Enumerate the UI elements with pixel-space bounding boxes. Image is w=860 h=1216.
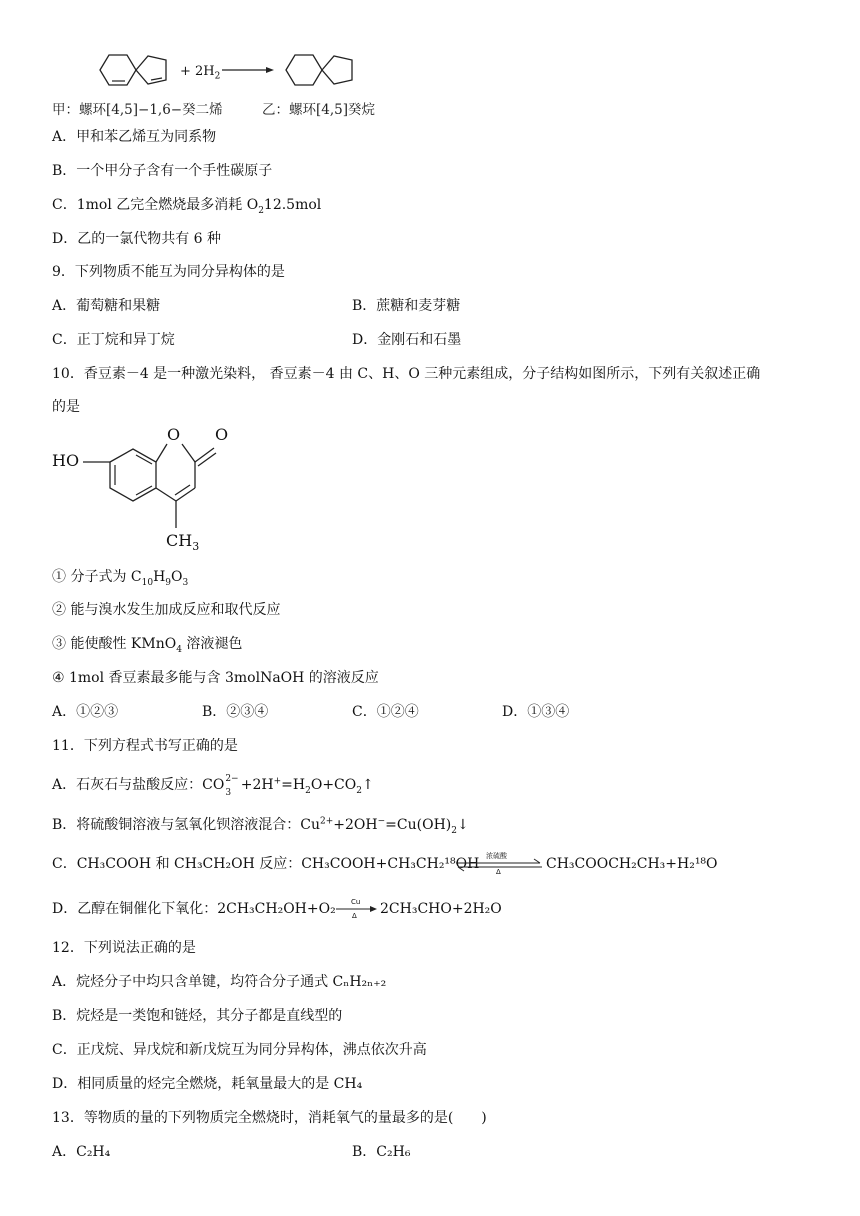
q12-option-b: B．烷烃是一类饱和链烃，其分子都是直线型的 xyxy=(52,1008,343,1024)
spiro-a-double-bond-2 xyxy=(151,78,162,80)
reaction-arrow-head xyxy=(266,67,274,73)
q13-option-b: B．C₂H₆ xyxy=(352,1144,411,1160)
q11-option-a: A．石灰石与盐酸反应：CO 2− 3 $+2H^+=H_2O+CO_2↑$ xyxy=(52,774,374,798)
q11-d-cond-bot: Δ xyxy=(352,912,357,920)
benzene-ring xyxy=(110,449,156,501)
q8-option-b: B．一个甲分子含有一个手性碳原子 xyxy=(52,163,273,179)
spiro-b-pentagon xyxy=(322,56,352,84)
q12-option-d: D．相同质量的烃完全燃烧，耗氧量最大的是 CH₄ xyxy=(52,1076,363,1092)
label-yi: 乙：螺环[4,5]癸烷 xyxy=(262,102,376,118)
q8-option-d: D．乙的一氯代物共有 6 种 xyxy=(52,231,222,247)
benzene-inner-2 xyxy=(136,486,152,495)
q10-statement-2: ② 能与溴水发生加成反应和取代反应 xyxy=(52,602,281,618)
q11-stem: 11．下列方程式书写正确的是 xyxy=(52,738,238,754)
q9-option-c: C．正丁烷和异丁烷 xyxy=(52,332,175,348)
struct-carbonyl-o-label: O xyxy=(215,425,229,444)
q8-option-c: C．1mol 乙完全燃烧最多消耗 $O_212.5mol$ xyxy=(52,197,322,216)
q9-option-d: D．金刚石和石墨 xyxy=(352,332,462,348)
reagent-text: + $2H_2$ xyxy=(180,64,221,82)
q10-statement-3: ③ 能使酸性 KMnO$_4$ 溶液褪色 xyxy=(52,636,243,655)
spiro-b-hexagon xyxy=(286,55,322,85)
q11-d-cond-top: Cu xyxy=(351,898,361,906)
q11-option-c-left: C．CH₃COOH 和 CH₃CH₂OH 反应：CH₃COOH+CH₃CH₂¹⁸OH xyxy=(52,856,480,872)
carbonyl-bond-1 xyxy=(195,448,214,462)
bond-c4-c4a xyxy=(156,488,176,501)
spiro-reaction-figure xyxy=(90,48,370,92)
q11-c-cond-bot: Δ xyxy=(496,868,501,876)
q9-option-b: B．蔗糖和麦芽糖 xyxy=(352,298,461,314)
struct-ring-o-label: O xyxy=(167,425,181,444)
struct-ch3-label: $CH_3$ xyxy=(166,531,200,554)
q13-stem: 13．等物质的量的下列物质完全燃烧时，消耗氧气的量最多的是( ) xyxy=(52,1110,487,1126)
q11-option-d-left: D．乙醇在铜催化下氧化：2CH₃CH₂OH+O₂ xyxy=(52,901,336,917)
q11-option-d-right: 2CH₃CHO+2H₂O xyxy=(380,901,502,917)
q12-option-c: C．正戊烷、异戊烷和新戊烷互为同分异构体，沸点依次升高 xyxy=(52,1042,427,1058)
q10-statement-1: ① 分子式为 $C_{10}H_9O_3$ xyxy=(52,569,189,588)
q10-option-c: C．①②④ xyxy=(352,704,419,720)
q8-option-a: A．甲和苯乙烯互为同系物 xyxy=(52,129,217,145)
bond-o-c2 xyxy=(182,444,195,462)
bond-c8a-o xyxy=(156,444,167,462)
q10-stem: 10．香豆素－4 是一种激光染料， 香豆素－4 由 C、H、O 三种元素组成，分子结构如图所示，下列有关叙述正确 xyxy=(52,366,761,382)
carbonyl-bond-2 xyxy=(198,453,216,466)
q11-option-c-right: CH₃COOCH₂CH₃+H₂¹⁸O xyxy=(546,856,718,872)
label-jia: 甲：螺环[4,5]−1,6−癸二烯 xyxy=(52,102,223,118)
struct-ho-label: HO xyxy=(52,451,80,470)
bond-c3-c4 xyxy=(176,488,195,501)
q9-option-a: A．葡萄糖和果糖 xyxy=(52,298,161,314)
q9-stem: 9．下列物质不能互为同分异构体的是 xyxy=(52,264,285,280)
q11-c-cond-top: 浓硫酸 xyxy=(486,852,507,860)
benzene-inner-3 xyxy=(136,455,152,464)
q10-option-d: D．①③④ xyxy=(502,704,570,720)
q13-option-a: A．C₂H₄ xyxy=(52,1144,111,1160)
q12-option-a: A．烷烃分子中均只含单键，均符合分子通式 CₙH₂ₙ₊₂ xyxy=(52,974,387,990)
q10-option-b: B．②③④ xyxy=(202,704,269,720)
q12-stem: 12．下列说法正确的是 xyxy=(52,940,196,956)
q11-option-b: B．将硫酸铜溶液与氢氧化钡溶液混合：$Cu^{2+}+2OH^-=Cu(OH)_2↓$ xyxy=(52,816,469,836)
q10-statement-4: ④ 1mol 香豆素最多能与含 3molNaOH 的溶液反应 xyxy=(52,670,379,686)
q10-option-a: A．①②③ xyxy=(52,704,119,720)
q10-stem-cont: 的是 xyxy=(52,399,80,415)
